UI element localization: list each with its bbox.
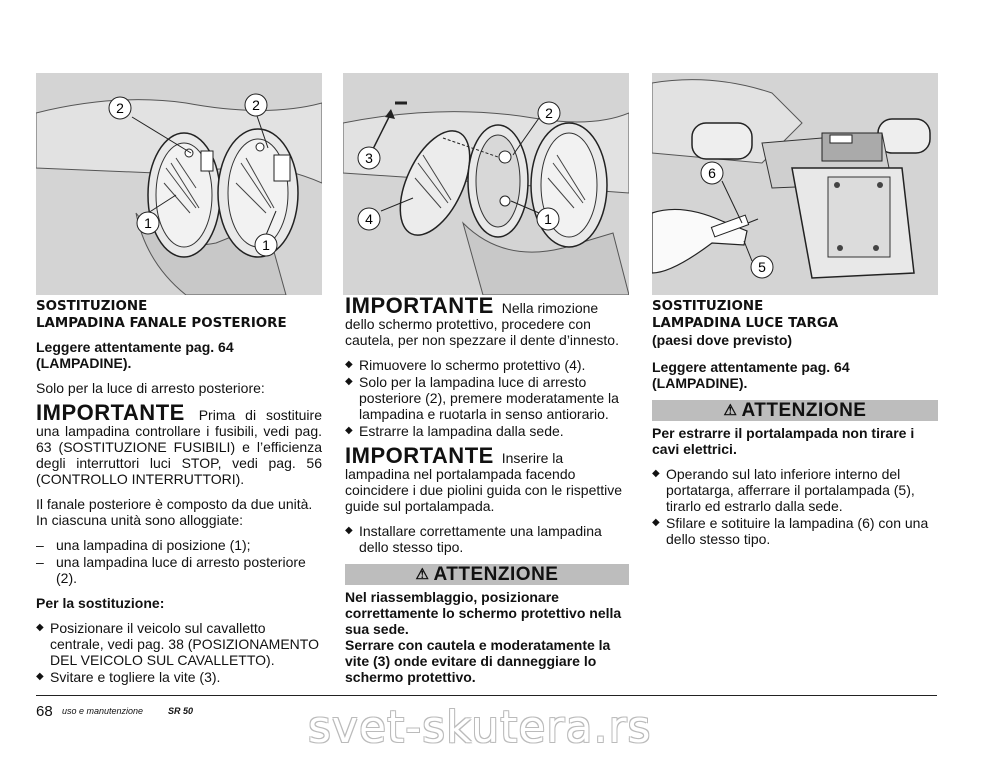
callout-label: 5	[758, 259, 766, 275]
warning-bar	[345, 564, 629, 585]
bullet-list	[36, 620, 322, 685]
footer-rule	[36, 695, 937, 696]
replacement-label: Per la sostituzione:	[36, 595, 165, 611]
footer-model: SR 50	[168, 706, 194, 716]
footer-manual-text: uso e manutenzione	[62, 706, 144, 716]
list-item: ◆ Estrarre la lampadina dalla sede.	[345, 423, 629, 439]
callout-label: 2	[545, 105, 553, 121]
dash-list	[36, 537, 322, 586]
callout-label: 1	[544, 211, 552, 227]
important-note-2	[345, 443, 629, 514]
list-item: – una lampadina luce di arresto posteriore (2).	[36, 554, 322, 586]
callout-label: 6	[708, 165, 716, 181]
bullet-list	[345, 523, 629, 555]
list-item: ◆ Solo per la lampadina luce di arresto posteriore (2), premere moderatamente la lampadina e ruotarla in senso antiorario.	[345, 374, 629, 422]
figure-plate-light	[652, 73, 938, 295]
list-item: ◆ Svitare e togliere la vite (3).	[36, 669, 322, 685]
column-plate-light	[652, 298, 938, 556]
important-label: IMPORTANTE	[345, 443, 494, 468]
heading-line: (paesi dove previsto)	[652, 332, 793, 348]
heading-line: LAMPADINA FANALE POSTERIORE	[36, 316, 287, 331]
page-number: 68	[36, 703, 53, 720]
warning-label: ATTENZIONE	[433, 563, 559, 585]
list-item: – una lampadina di posizione (1);	[36, 537, 322, 553]
stop-only-note: Solo per la luce di arresto posteriore:	[36, 380, 265, 396]
list-item: ◆ Rimuovere lo schermo protettivo (4).	[345, 357, 629, 373]
list-item: ◆ Installare correttamente una lampadina dello stesso tipo.	[345, 523, 629, 555]
callout-label: 2	[252, 97, 260, 113]
bullet-list	[345, 357, 629, 439]
read-note: Leggere attentamente pag. 64 (LAMPADINE).	[36, 339, 234, 371]
watermark: svet-skutera.rs	[308, 702, 652, 753]
warning-triangle-icon: ⚠	[415, 565, 430, 583]
important-text: Nella rimozione dello schermo protettivo, procedere con cautela, per non spezzare il dente d’innesto.	[345, 300, 619, 348]
important-text: Inserire la lampadina nel portalampada facendo coincidere i due piolini guida con le rispettive guide sul portalampada.	[345, 450, 623, 514]
callout-label: 1	[144, 215, 152, 231]
callout-label: 3	[365, 150, 373, 166]
list-item: ◆ Sfilare e sotituire la lampadina (6) con una dello stesso tipo.	[652, 515, 938, 547]
important-note	[36, 400, 322, 487]
rear-light-illustration	[36, 73, 322, 295]
figure-protective-screen	[343, 73, 629, 295]
warning-text: Nel riassemblaggio, posizionare correttamente lo schermo protettivo nella sua sede.	[345, 589, 622, 637]
plate-light-illustration	[652, 73, 938, 295]
figure-rear-light	[36, 73, 322, 295]
protective-screen-illustration	[343, 73, 629, 295]
important-label: IMPORTANTE	[345, 293, 494, 318]
warning-bar	[652, 400, 938, 421]
warning-label: ATTENZIONE	[741, 399, 867, 421]
callout-label: 2	[116, 100, 124, 116]
column-protective-screen	[345, 293, 629, 694]
read-note: Leggere attentamente pag. 64 (LAMPADINE).	[652, 359, 850, 391]
heading-line: LAMPADINA LUCE TARGA	[652, 316, 839, 331]
section-heading	[36, 298, 322, 332]
heading-line: SOSTITUZIONE	[652, 299, 764, 314]
warning-triangle-icon: ⚠	[723, 401, 738, 419]
section-heading	[652, 298, 938, 349]
important-note	[345, 293, 629, 348]
list-item: ◆ Operando sul lato inferiore interno del portatarga, afferrare il portalampada (5), tirarlo ed estrarlo dalla sede.	[652, 466, 938, 514]
callout-label: 1	[262, 237, 270, 253]
heading-line: SOSTITUZIONE	[36, 299, 148, 314]
composition-text: Il fanale posteriore è composto da due unità. In ciascuna unità sono alloggiate:	[36, 496, 313, 528]
warning-text: Per estrarre il portalampada non tirare i cavi elettrici.	[652, 425, 915, 457]
column-rear-light	[36, 298, 322, 694]
bullet-list	[652, 466, 938, 547]
list-item: ◆ Posizionare il veicolo sul cavalletto centrale, vedi pag. 38 (POSIZIONAMENTO DEL VEICOLO SUL CAVALLETTO).	[36, 620, 322, 668]
warning-text: Serrare con cautela e moderatamente la vite (3) onde evitare di danneggiare lo schermo protettivo.	[345, 637, 611, 685]
important-text: Prima di sostituire una lampadina controllare i fusibili, vedi pag. 63 (SOSTITUZIONE FUSIBILI) e l’efficienza degli interruttori luci STOP, vedi pag. 56 (CONTROLLO INTERRUTTORI).	[36, 407, 322, 487]
important-label: IMPORTANTE	[36, 400, 185, 425]
callout-label: 4	[365, 211, 373, 227]
